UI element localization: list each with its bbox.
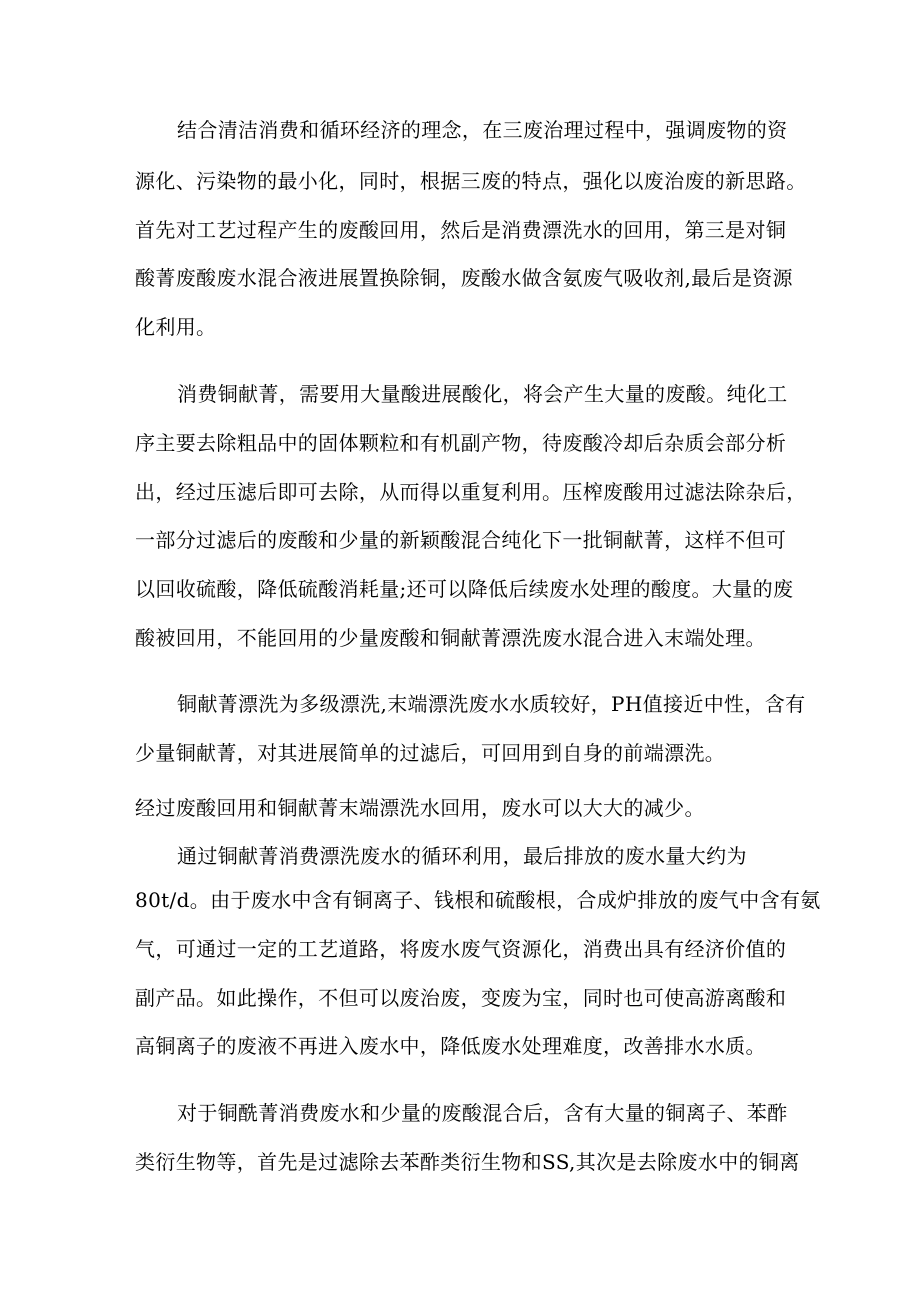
text-line-20: 对于铜酰菁消费废水和少量的废酸混合后，含有大量的铜离子、苯酢 bbox=[177, 1101, 788, 1125]
text-line-3: 首先对工艺过程产生的废酸回用，然后是消费漂洗水的回用，第三是对铜 bbox=[135, 218, 787, 242]
text-line-16: 80t∕d。由于废水中含有铜离子、钱根和硫酸根，合成炉排放的废气中含有氨 bbox=[135, 888, 821, 912]
text-line-2: 源化、污染物的最小化，同时，根据三废的特点，强化以废治废的新思路。 bbox=[135, 169, 807, 193]
text-line-14: 经过废酸回用和铜献菁末端漂洗水回用，废水可以大大的减少。 bbox=[135, 796, 705, 820]
text-line-9: 一部分过滤后的废酸和少量的新颖酸混合纯化下一批铜献菁，这样不但可 bbox=[135, 528, 787, 552]
text-line-6: 消费铜献菁，需要用大量酸进展酸化，将会产生大量的废酸。纯化工 bbox=[177, 382, 788, 406]
text-line-5: 化利用。 bbox=[135, 315, 217, 339]
text-line-11: 酸被回用，不能回用的少量废酸和铜献菁漂洗废水混合进入末端处理。 bbox=[135, 626, 766, 650]
text-line-12: 铜献菁漂洗为多级漂洗,末端漂洗废水水质较好，PH值接近中性，含有 bbox=[177, 692, 806, 716]
text-line-7: 序主要去除粗品中的固体颗粒和有机副产物，待废酸冷却后杂质会部分析 bbox=[135, 431, 787, 455]
text-line-4: 酸菁废酸废水混合液进展置换除铜，废酸水做含氨废气吸收剂,最后是资源 bbox=[135, 266, 793, 290]
text-line-8: 出，经过压滤后即可去除，从而得以重复利用。压榨废酸用过滤法除杂后， bbox=[135, 480, 807, 504]
text-line-17: 气，可通过一定的工艺道路，将废水废气资源化，消费出具有经济价值的 bbox=[135, 937, 787, 961]
text-line-10: 以回收硫酸，降低硫酸消耗量;还可以降低后续废水处理的酸度。大量的废 bbox=[135, 577, 794, 601]
text-line-13: 少量铜献菁，对其进展简单的过滤后，可回用到自身的前端漂洗。 bbox=[135, 741, 726, 765]
text-line-15: 通过铜献菁消费漂洗废水的循环利用，最后排放的废水量大约为 bbox=[177, 844, 747, 868]
text-line-21: 类衍生物等，首先是过滤除去苯酢类衍生物和SS,其次是去除废水中的铜离 bbox=[135, 1150, 800, 1174]
text-line-19: 高铜离子的废液不再进入废水中，降低废水处理难度，改善排水水质。 bbox=[135, 1034, 766, 1058]
text-line-1: 结合清洁消费和循环经济的理念，在三废治理过程中，强调废物的资 bbox=[177, 118, 788, 142]
text-line-18: 副产品。如此操作，不但可以废治废，变废为宝，同时也可使高游离酸和 bbox=[135, 986, 787, 1010]
